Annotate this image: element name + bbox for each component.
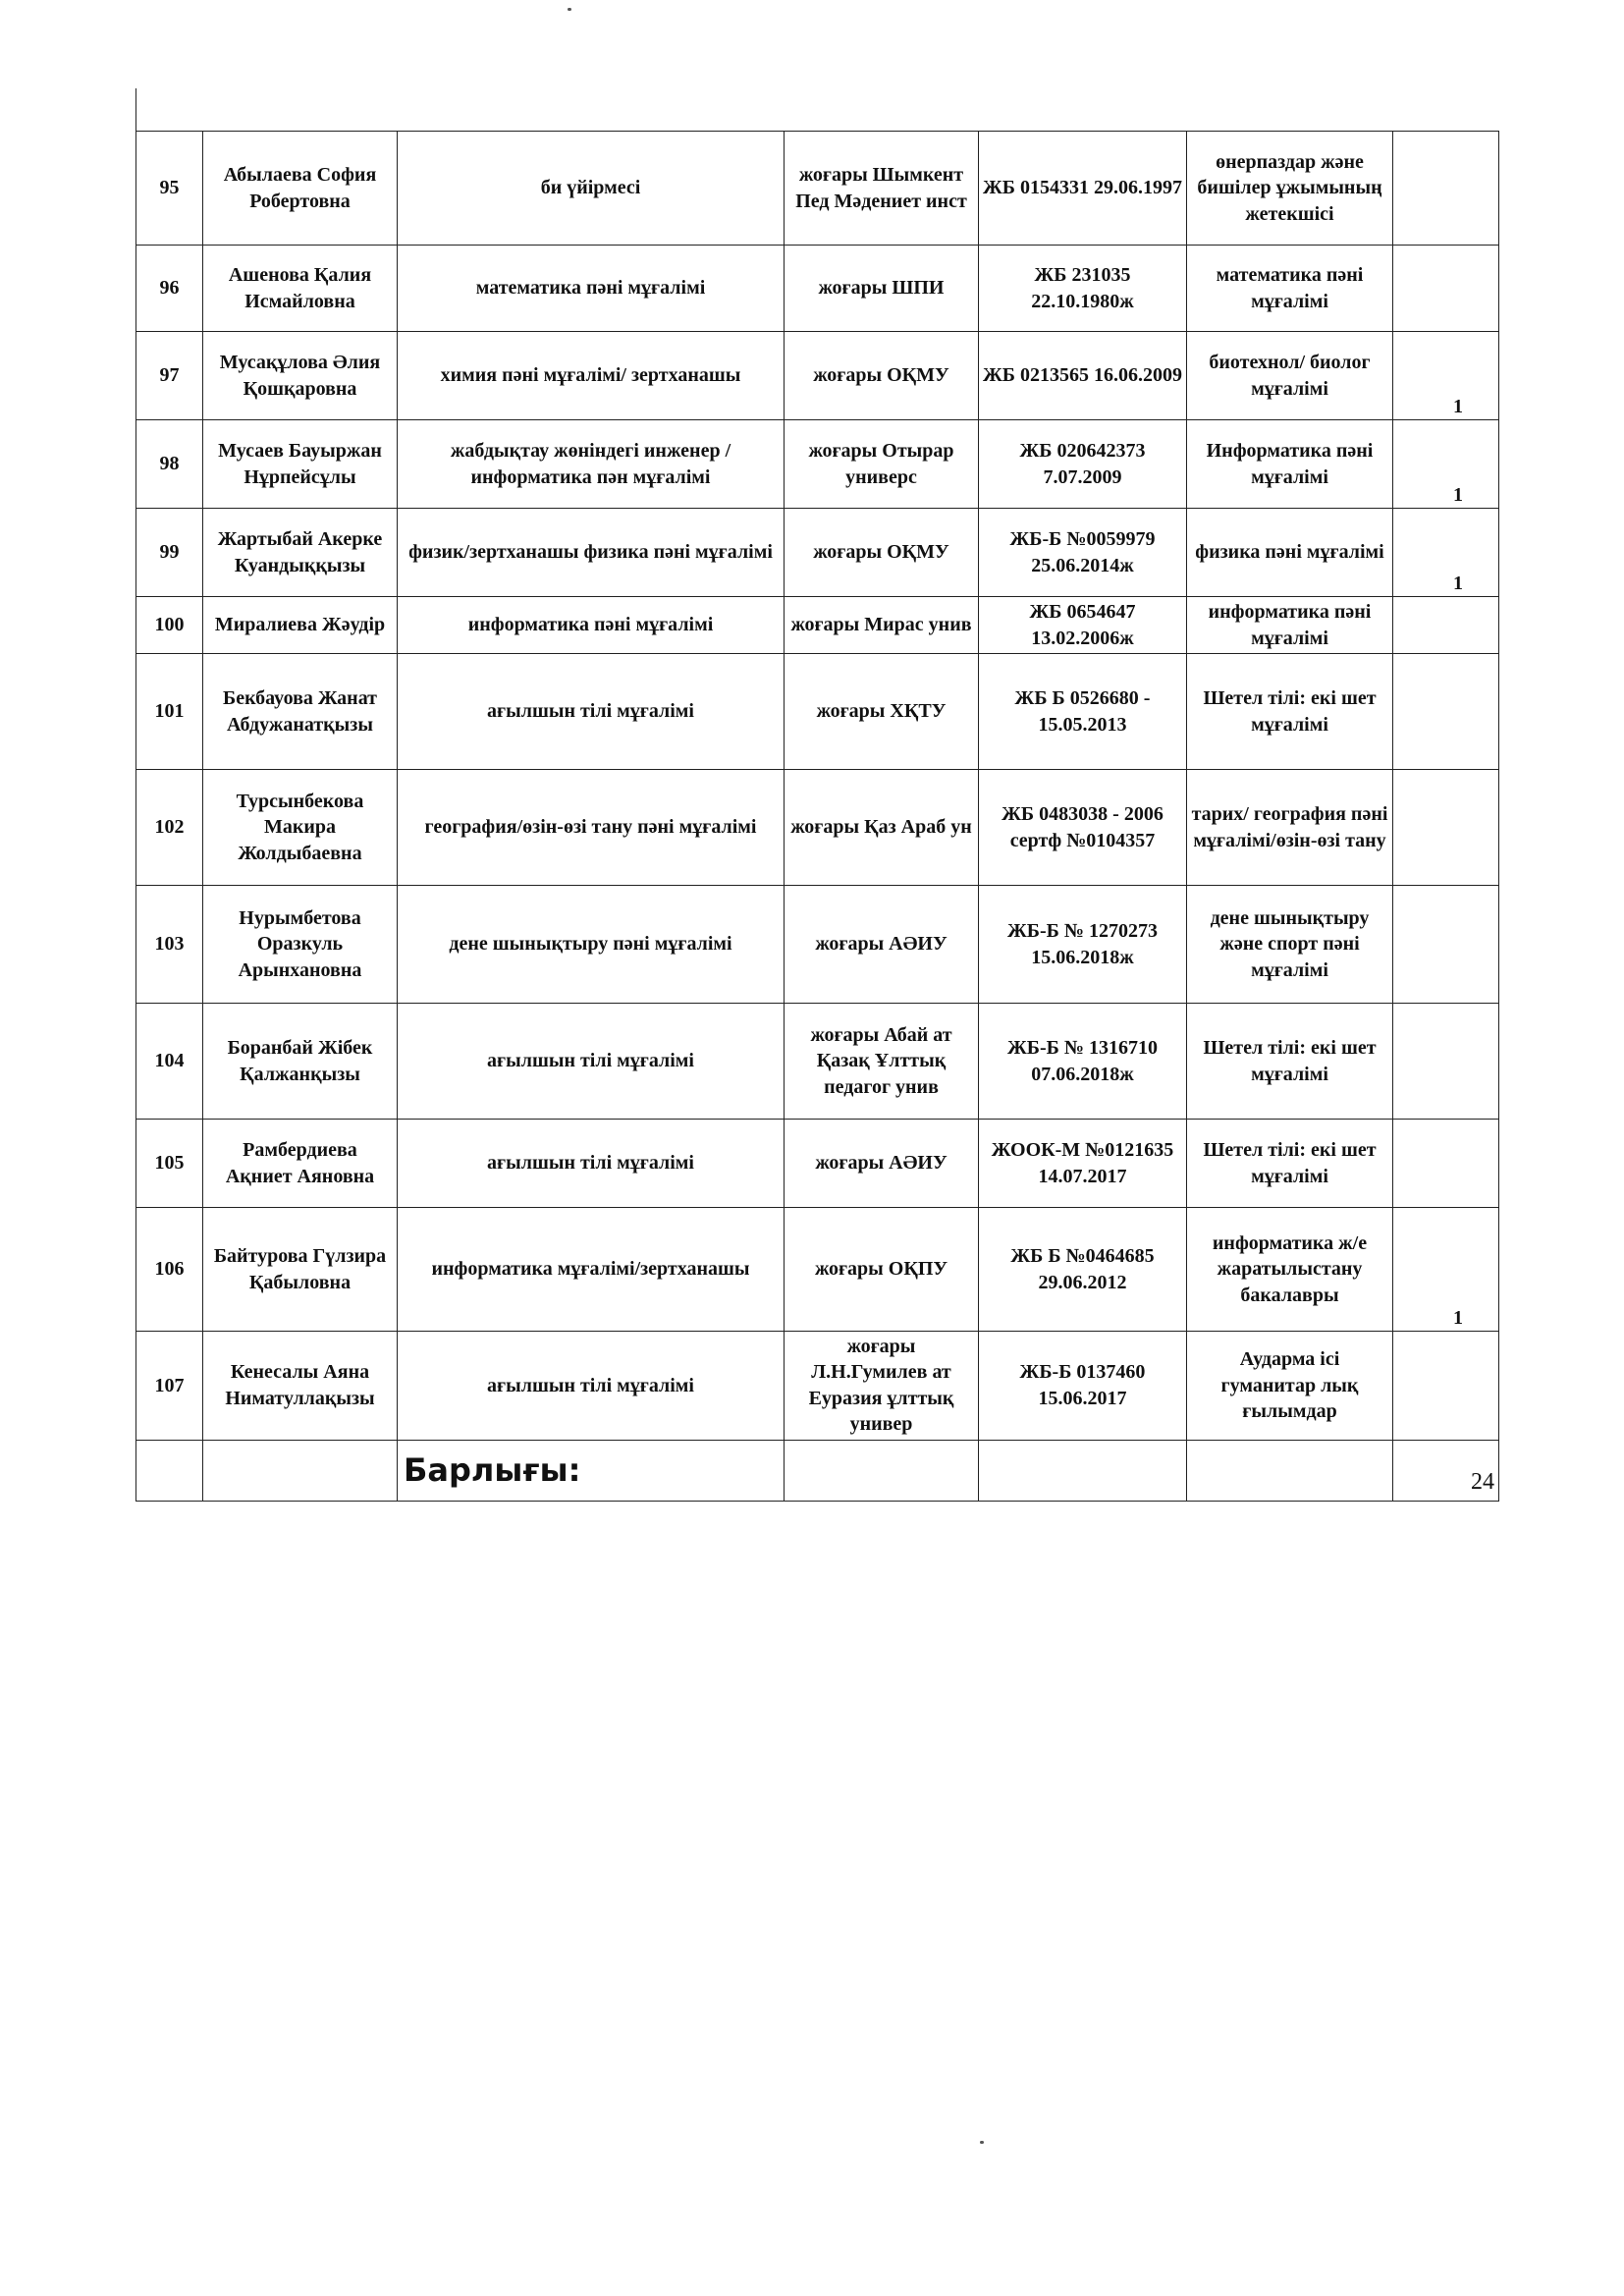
cell-specialty: математика пәні мұғалімі (1187, 246, 1393, 332)
cell-education: жоғары Абай ат Қазақ Ұлттық педагог унив (785, 1004, 979, 1120)
cell-name: Бекбауова Жанат Абдужанатқызы (203, 654, 398, 770)
cell-specialty: Шетел тілі: екі шет мұғалімі (1187, 654, 1393, 770)
cell-position: информатика мұғалімі/зертханашы (398, 1208, 785, 1332)
cell-count (1393, 1332, 1499, 1441)
cell-number: 96 (136, 246, 203, 332)
cell-count (1393, 1004, 1499, 1120)
cell-education: жоғары Шымкент Пед Мәдениет инст (785, 132, 979, 246)
cell-education: жоғары ХҚТУ (785, 654, 979, 770)
cell-count (1393, 246, 1499, 332)
cell-name: Боранбай Жібек Қалжанқызы (203, 1004, 398, 1120)
cell-specialty: информатика пәні мұғалімі (1187, 597, 1393, 654)
cell-name: Байтурова Гүлзира Қабыловна (203, 1208, 398, 1332)
cell-specialty: дене шынықтыру және спорт пәні мұғалімі (1187, 886, 1393, 1004)
cell-specialty: тарих/ география пәні мұғалімі/өзін-өзі тану (1187, 770, 1393, 886)
total-cell-empty (1187, 1440, 1393, 1501)
cell-education: жоғары АӘИУ (785, 886, 979, 1004)
cell-position: ағылшын тілі мұғалімі (398, 1120, 785, 1208)
total-value: 24 (1393, 1440, 1499, 1501)
cell-specialty: Информатика пәні мұғалімі (1187, 420, 1393, 509)
cell-specialty: информатика ж/е жаратылыстану бакалавры (1187, 1208, 1393, 1332)
cell-name: Кенесалы Аяна Ниматуллақызы (203, 1332, 398, 1441)
cell-diploma: ЖБ Б №0464685 29.06.2012 (979, 1208, 1187, 1332)
cell-diploma: ЖБ 0483038 - 2006 сертф №0104357 (979, 770, 1187, 886)
cell-count (1393, 654, 1499, 770)
cell-diploma: ЖБ-Б №0059979 25.06.2014ж (979, 509, 1187, 597)
cell-diploma: ЖБ-Б № 1316710 07.06.2018ж (979, 1004, 1187, 1120)
cell-diploma: ЖБ Б 0526680 - 15.05.2013 (979, 654, 1187, 770)
cell-number: 99 (136, 509, 203, 597)
cell-number: 98 (136, 420, 203, 509)
cell-specialty: Шетел тілі: екі шет мұғалімі (1187, 1004, 1393, 1120)
cell-number: 107 (136, 1332, 203, 1441)
table-body (136, 132, 1499, 1441)
staff-table (135, 131, 1499, 1502)
cell-diploma: ЖООК-М №0121635 14.07.2017 (979, 1120, 1187, 1208)
table-top-margin-line (135, 88, 136, 132)
table-row (136, 1004, 1499, 1120)
cell-number: 106 (136, 1208, 203, 1332)
cell-diploma: ЖБ-Б № 1270273 15.06.2018ж (979, 886, 1187, 1004)
table-row (136, 246, 1499, 332)
table-row (136, 770, 1499, 886)
total-cell-empty (203, 1440, 398, 1501)
cell-position: би үйірмесі (398, 132, 785, 246)
cell-name: Абылаева София Робертовна (203, 132, 398, 246)
cell-count (1393, 132, 1499, 246)
cell-position: ағылшын тілі мұғалімі (398, 1004, 785, 1120)
cell-diploma: ЖБ 231035 22.10.1980ж (979, 246, 1187, 332)
table-row (136, 132, 1499, 246)
cell-position: дене шынықтыру пәні мұғалімі (398, 886, 785, 1004)
cell-position: ағылшын тілі мұғалімі (398, 1332, 785, 1441)
cell-position: физик/зертханашы физика пәні мұғалімі (398, 509, 785, 597)
cell-specialty: Шетел тілі: екі шет мұғалімі (1187, 1120, 1393, 1208)
cell-diploma: ЖБ 0213565 16.06.2009 (979, 332, 1187, 420)
table-row (136, 332, 1499, 420)
cell-count (1393, 770, 1499, 886)
cell-diploma: ЖБ 020642373 7.07.2009 (979, 420, 1187, 509)
cell-education: жоғары ОҚМУ (785, 509, 979, 597)
cell-education: жоғары Қаз Араб ун (785, 770, 979, 886)
cell-name: Ашенова Қалия Исмайловна (203, 246, 398, 332)
cell-diploma: ЖБ 0654647 13.02.2006ж (979, 597, 1187, 654)
cell-number: 104 (136, 1004, 203, 1120)
total-cell-empty (136, 1440, 203, 1501)
table-row (136, 654, 1499, 770)
cell-number: 102 (136, 770, 203, 886)
cell-count: 1 (1393, 1208, 1499, 1332)
cell-position: жабдықтау жөніндегі инженер / информатика пән мұғалімі (398, 420, 785, 509)
cell-diploma: ЖБ-Б 0137460 15.06.2017 (979, 1332, 1187, 1441)
cell-education: жоғары ОҚПУ (785, 1208, 979, 1332)
cell-name: Нурымбетова Оразкуль Арынхановна (203, 886, 398, 1004)
cell-number: 105 (136, 1120, 203, 1208)
cell-diploma: ЖБ 0154331 29.06.1997 (979, 132, 1187, 246)
total-label: Барлығы: (398, 1440, 785, 1501)
table-row (136, 597, 1499, 654)
table-row (136, 420, 1499, 509)
cell-name: Рамбердиева Ақниет Аяновна (203, 1120, 398, 1208)
total-row (136, 1440, 1499, 1501)
cell-education: жоғары Л.Н.Гумилев ат Еуразия ұлттық универ (785, 1332, 979, 1441)
cell-name: Жартыбай Акерке Куандыққызы (203, 509, 398, 597)
table-row (136, 1208, 1499, 1332)
cell-position: география/өзін-өзі тану пәні мұғалімі (398, 770, 785, 886)
cell-specialty: физика пәні мұғалімі (1187, 509, 1393, 597)
cell-position: информатика пәні мұғалімі (398, 597, 785, 654)
cell-number: 103 (136, 886, 203, 1004)
cell-number: 100 (136, 597, 203, 654)
table-row (136, 1120, 1499, 1208)
table-row (136, 886, 1499, 1004)
cell-name: Мусақұлова Әлия Қошқаровна (203, 332, 398, 420)
cell-specialty: өнерпаздар және бишілер ұжымының жетекшісі (1187, 132, 1393, 246)
total-cell-empty (979, 1440, 1187, 1501)
scan-speck (980, 2141, 984, 2144)
cell-education: жоғары АӘИУ (785, 1120, 979, 1208)
cell-education: жоғары Отырар универс (785, 420, 979, 509)
cell-name: Миралиева Жәудір (203, 597, 398, 654)
cell-specialty: Аударма ісі гуманитар лық ғылымдар (1187, 1332, 1393, 1441)
cell-count (1393, 597, 1499, 654)
cell-number: 101 (136, 654, 203, 770)
cell-position: математика пәні мұғалімі (398, 246, 785, 332)
cell-name: Турсынбекова Макира Жолдыбаевна (203, 770, 398, 886)
cell-count: 1 (1393, 509, 1499, 597)
cell-education: жоғары ШПИ (785, 246, 979, 332)
cell-position: химия пәні мұғалімі/ зертханашы (398, 332, 785, 420)
cell-name: Мусаев Бауыржан Нұрпейсұлы (203, 420, 398, 509)
scan-speck (568, 8, 571, 11)
cell-count: 1 (1393, 332, 1499, 420)
cell-count: 1 (1393, 420, 1499, 509)
table-row (136, 509, 1499, 597)
cell-count (1393, 1120, 1499, 1208)
cell-specialty: биотехнол/ биолог мұғалімі (1187, 332, 1393, 420)
cell-number: 97 (136, 332, 203, 420)
cell-count (1393, 886, 1499, 1004)
table-row (136, 1332, 1499, 1441)
cell-position: ағылшын тілі мұғалімі (398, 654, 785, 770)
total-cell-empty (785, 1440, 979, 1501)
cell-number: 95 (136, 132, 203, 246)
cell-education: жоғары Мирас унив (785, 597, 979, 654)
cell-education: жоғары ОҚМУ (785, 332, 979, 420)
